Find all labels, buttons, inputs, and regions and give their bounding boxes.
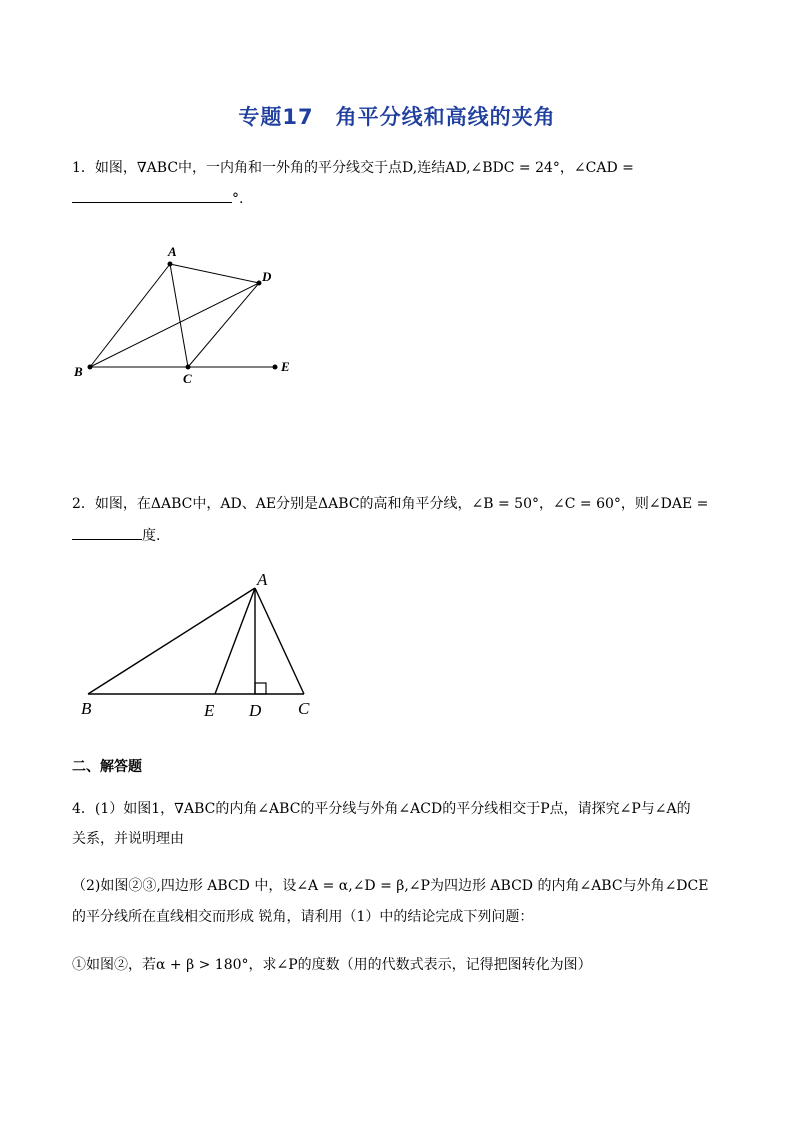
label-a: A xyxy=(257,570,268,589)
right-angle-marker xyxy=(255,683,266,694)
segment-ac xyxy=(255,588,304,694)
question-4-part1-line1: 4．(1）如图1，∇ABC的内角∠ABC的平分线与外角∠ACD的平分线相交于P点，请探究∠P与∠A的 xyxy=(72,801,691,817)
segment-ab xyxy=(88,588,255,694)
segment-bd xyxy=(90,283,259,367)
question-2-text: 2．如图，在ΔABC中，AD、AE分别是ΔABC的高和角平分线，∠B = 50°，∠C = 60°，则∠DAE = xyxy=(72,496,709,512)
label-e: E xyxy=(281,359,290,374)
point-e xyxy=(273,365,278,370)
figure-1 xyxy=(60,240,310,390)
point-c xyxy=(186,365,191,370)
segment-ab xyxy=(90,264,170,367)
segment-ae xyxy=(215,588,255,694)
question-1-suffix: °. xyxy=(232,191,244,207)
label-b: B xyxy=(74,364,83,379)
question-1-answer-line xyxy=(72,188,243,209)
question-4-part3-line1: ①如图②，若α + β > 180°，求∠P的度数（用的代数式表示，记得把图转化为图） xyxy=(72,957,592,973)
label-a: A xyxy=(168,244,177,259)
label-d: D xyxy=(262,269,272,284)
answer-blank-2[interactable] xyxy=(72,525,142,540)
label-c: C xyxy=(298,699,310,718)
segment-cd xyxy=(188,283,259,367)
question-4-part2-line1: （2)如图②③,四边形 ABCD 中，设∠A = α,∠D = β,∠P为四边形 ABCD 的内角∠ABC与外角∠DCE xyxy=(72,878,709,894)
label-b: B xyxy=(81,699,92,718)
point-d xyxy=(257,281,262,286)
label-c: C xyxy=(183,371,192,386)
answer-blank-1[interactable] xyxy=(72,188,232,203)
question-4-part1-line2: 关系，并说明理由 xyxy=(72,831,184,847)
segment-ad xyxy=(170,264,259,283)
question-4-part2-line2: 的平分线所在直线相交而形成 锐角，请利用（1）中的结论完成下列问题： xyxy=(72,909,534,925)
page-title: 专题17 角平分线和高线的夹角 xyxy=(238,105,556,129)
figure-2 xyxy=(70,568,330,723)
question-2-answer-line xyxy=(72,525,160,546)
label-e: E xyxy=(204,701,215,720)
label-d: D xyxy=(249,701,262,720)
section-heading: 二、解答题 xyxy=(72,759,142,775)
question-1-text: 1．如图，∇ABC中，一内角和一外角的平分线交于点D,连结AD,∠BDC = 24°，∠CAD = xyxy=(72,160,634,176)
point-a xyxy=(168,262,173,267)
segment-ac xyxy=(170,264,188,367)
question-2-suffix: 度. xyxy=(142,528,161,544)
point-b xyxy=(88,365,93,370)
